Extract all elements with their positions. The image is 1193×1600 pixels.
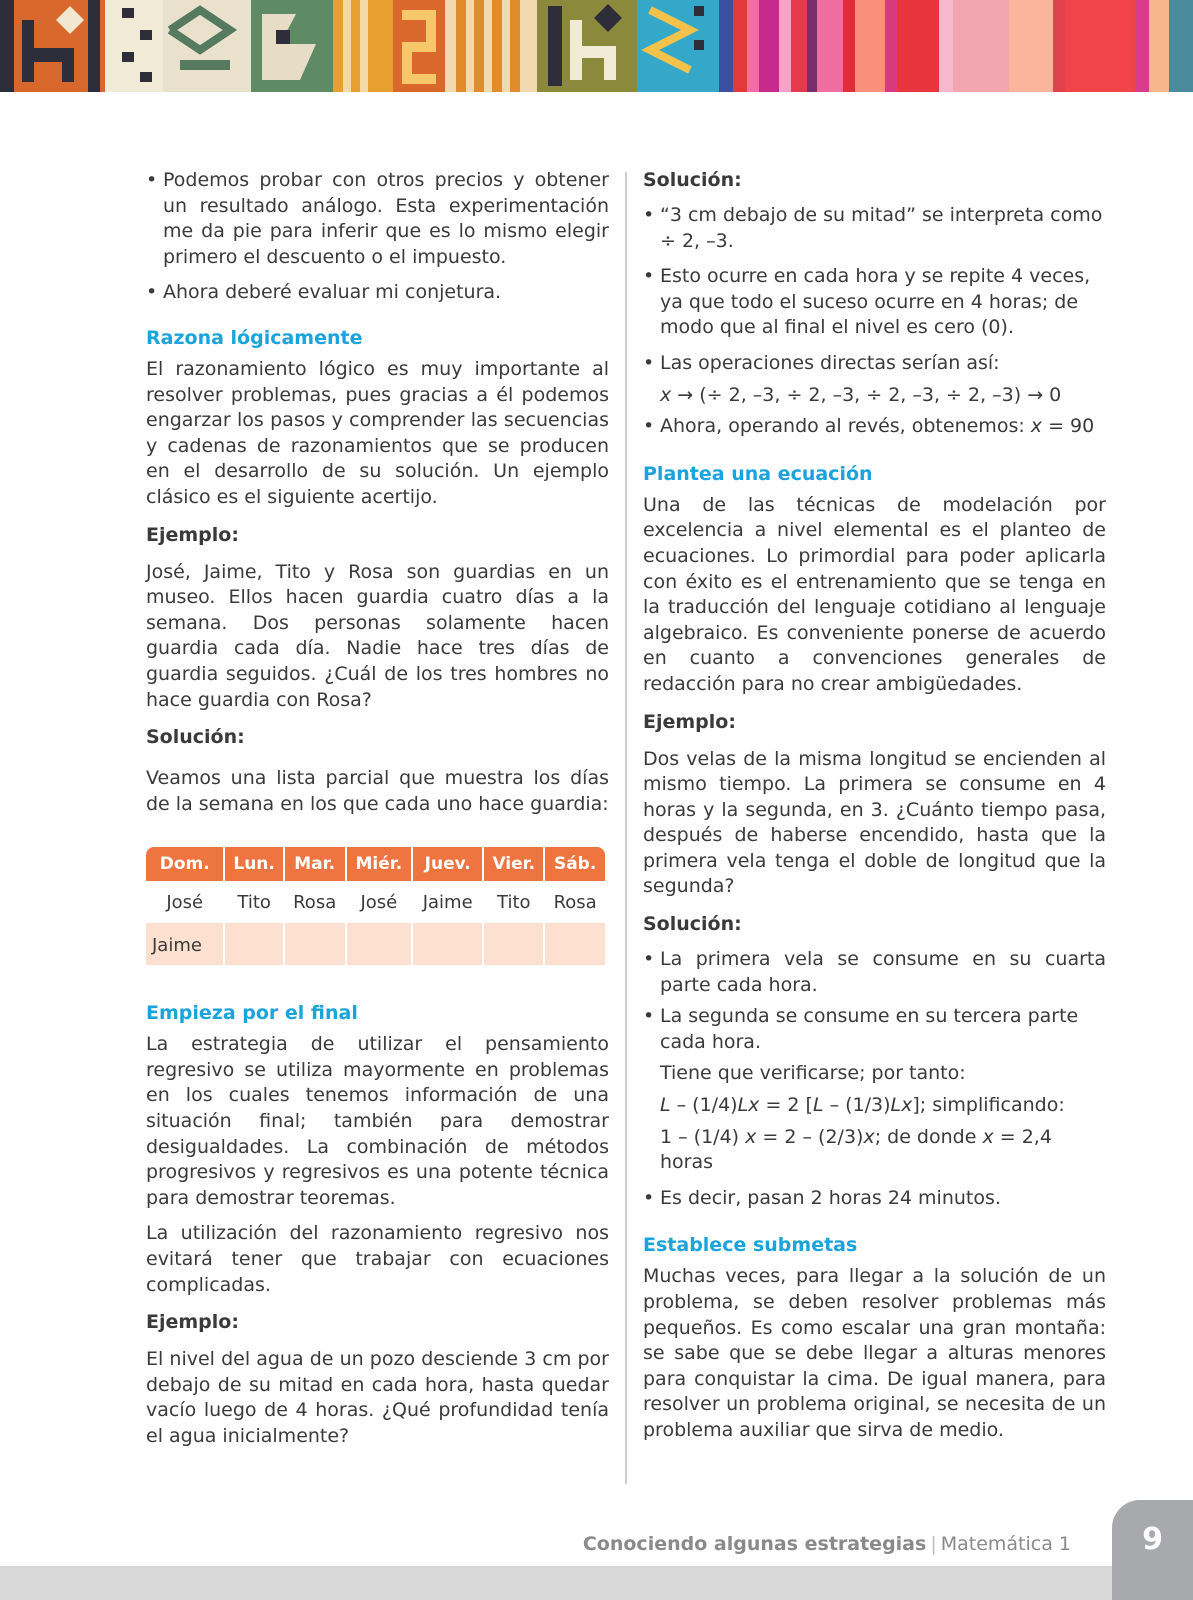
equation-2 [643,1125,1106,1176]
table-cell: Jaime [413,881,482,925]
equation-1 [643,1093,1106,1119]
label-ejemplo-1: Ejemplo: [146,523,239,546]
label-solucion-1: Solución: [146,726,245,749]
paragraph-establece: Muchas veces, para llegar a la solución de un problema, se deben resolver problemas más pequeños. Es como escalar una gran montaña: se sabe que se debe llegar a alturas menores para conquistar la cima. De igual manera, para resolver un problema original, se necesita de un problema auxiliar que sirva de medio. [643,1265,1106,1441]
heading-empieza-por-el-final: Empieza por el final [146,1002,358,1025]
bullet-interpretation: • “3 cm debajo de su mitad” se interpreta como ÷ 2, –3. [643,203,1106,254]
table-cell: José [146,881,223,925]
table-cell [484,925,543,965]
page-number: 9 [1142,1522,1163,1557]
footer-separator: | [930,1533,937,1555]
label-ejemplo-3: Ejemplo: [643,710,736,733]
table-header-row [146,847,605,881]
table-cell: Rosa [545,881,605,925]
footer-subject: Matemática 1 [940,1533,1071,1555]
paragraph-solucion-lista: Veamos una lista parcial que muestra los días de la semana en los que cada uno hace guardia: [146,767,609,815]
textile-pattern-graphic [0,0,1193,92]
table-cell: José [347,881,412,925]
bullet-experimentation: • Podemos probar con otros precios y obtener un resultado análogo. Esta experimentación me da pie para inferir que es lo mismo elegir primero el descuento o el impuesto. [146,168,609,270]
table-row [146,881,605,925]
footer-running-title [583,1533,1071,1555]
table-row [146,925,605,965]
bullet-second-candle: • La segunda se consume en su tercera parte cada hora. [643,1004,1106,1055]
header-lun: Lun. [225,847,282,881]
paragraph-ejemplo-velas: Dos velas de la misma longitud se encienden al mismo tiempo. La primera se consume en 4 horas y la segunda, en 3. ¿Cuánto tiempo pasa, después de haberse encendido, hasta que la primera vela tenga el doble de longitud que la segunda? [643,747,1106,898]
eq-term: L [812,1094,824,1117]
column-divider [625,172,627,1484]
eq-term: = 2,4 horas [660,1125,1052,1174]
reverse-result-value: = 90 [1042,415,1095,438]
right-column [643,168,1106,1444]
eq-term: – (1/4) [670,1094,738,1117]
table-cell [545,925,605,965]
header-vier: Vier. [484,847,543,881]
eq-term: x [863,1125,875,1148]
header-juev: Juev. [413,847,482,881]
verify-text: Tiene que verificarse; por tanto: [660,1062,966,1085]
table-cell: Jaime [146,925,223,965]
paragraph-razona: El razonamiento lógico es muy importante al resolver problemas, pues gracias a él podemos engarzar los pasos y comprender las secuencias y cadenas de razonamientos que se producen en el desarrollo de su solución. Un ejemplo clásico es el siguiente acertijo. [146,357,609,508]
eq-term: x [982,1125,994,1148]
eq-term: Lx [737,1094,760,1117]
eq-term: Lx [890,1094,913,1117]
label-ejemplo-2: Ejemplo: [146,1311,239,1334]
paragraph-plantea: Una de las técnicas de modelación por excelencia a nivel elemental es el planteo de ecuaciones. Lo primordial para poder aplicarla con éxito es el entrenamiento que se tenga en la traducción del lenguaje cotidiano al lenguaje algebraico. Es conveniente ponerse de acuerdo en cuanto a convenciones generales de redacción para no crear ambigüedades. [643,493,1106,695]
table-cell: Rosa [285,881,345,925]
table-cell [285,925,345,965]
eq-term: L [660,1094,671,1117]
eq-term: = 2 [ [759,1094,813,1117]
eq-term: ]; simplificando: [912,1094,1065,1117]
bullet-first-candle: • La primera vela se consume en su cuarta parte cada hora. [643,947,1106,998]
bullet-reverse-result [643,414,1106,440]
paragraph-empieza-1: La estrategia de utilizar el pensamiento regresivo se utiliza mayormente en problemas en los cuales tenemos información de una situación final; también para demostrar desigualdades. La combinación de métodos progresivos y regresivos es una potente técnica para demostrar teoremas. [146,1033,609,1209]
header-dom: Dom. [146,847,223,881]
variable-x: x [660,383,672,406]
decorative-textile-banner [0,0,1193,92]
operations-sequence [643,383,1106,409]
eq-term: – (1/3) [823,1094,891,1117]
paragraph-empieza-2: La utilización del razonamiento regresivo nos evitará tener que trabajar con ecuaciones complicadas. [146,1222,609,1296]
heading-plantea-una-ecuacion: Plantea una ecuación [643,462,873,485]
footer-bar [0,1566,1193,1600]
table-cell: Tito [225,881,282,925]
bullet-conclusion: • Es decir, pasan 2 horas 24 minutos. [643,1186,1106,1212]
header-mier: Miér. [347,847,412,881]
eq-term: = 2 – (2/3) [756,1125,864,1148]
paragraph-ejemplo-pozo: El nivel del agua de un pozo desciende 3 cm por debajo de su mitad en cada hora, hasta quedar vacío luego de 4 horas. ¿Qué profundidad tenía el agua inicialmente? [146,1348,609,1447]
table-cell [413,925,482,965]
label-solucion-3: Solución: [643,913,742,936]
bullet-direct-operations: • Las operaciones directas serían así: [643,351,1106,377]
reverse-text: Ahora, operando al revés, obtenemos: [660,415,1031,438]
table-cell: Tito [484,881,543,925]
left-column [146,168,609,1450]
eq-term: ; de donde [874,1125,983,1148]
operations-text: → (÷ 2, –3, ÷ 2, –3, ÷ 2, –3, ÷ 2, –3) → 0 [671,383,1062,406]
heading-establece-submetas: Establece submetas [643,1234,858,1257]
bullet-repeat-four-times: • Esto ocurre en cada hora y se repite 4 veces, ya que todo el suceso ocurre en 4 horas; de modo que al final el nivel es cero (0). [643,264,1106,341]
header-mar: Mar. [285,847,345,881]
label-solucion-2: Solución: [643,169,742,191]
table-cell [225,925,282,965]
heading-razona-logicamente: Razona lógicamente [146,326,363,349]
header-sab: Sáb. [545,847,605,881]
paragraph-ejemplo-guardias: José, Jaime, Tito y Rosa son guardias en un museo. Ellos hacen guardia cuatro días a la semana. Dos personas solamente hacen guardia cada día. Nadie hace tres días de guardia seguidos. ¿Cuál de los tres hombres no hace guardia con Rosa? [146,560,609,711]
eq-term: x [745,1125,757,1148]
eq-term: 1 – (1/4) [660,1125,746,1148]
bullet-evaluate-conjecture: • Ahora deberé evaluar mi conjetura. [146,280,609,306]
table-cell [347,925,412,965]
guard-schedule-table [144,847,607,965]
footer-book-title: Conociendo algunas estrategias [582,1533,927,1555]
variable-x: x [1030,415,1043,438]
